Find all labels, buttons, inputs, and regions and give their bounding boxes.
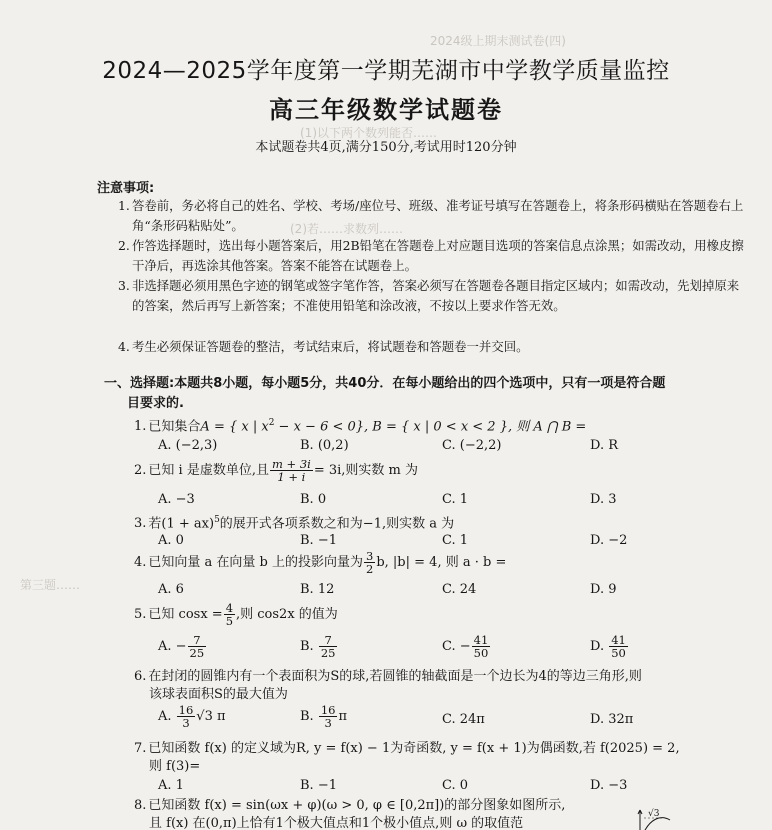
option-a: A. (−2,3) [158,438,218,453]
option-c: C. 24π [442,712,485,727]
option-b: B. 0 [300,492,327,507]
option-a: A. 1 [158,778,184,793]
question-6 [134,668,754,704]
question-2 [134,458,754,483]
question-3 [134,511,754,533]
notice-item-number: 4. [118,339,130,354]
option-tail: π [338,709,348,724]
question-text: 的展开式各项系数之和为−1,则实数 a 为 [219,516,455,532]
option-d [590,634,629,659]
fraction-denominator: 50 [611,646,626,660]
bleed-text: 2024级上期末测试卷(四) [430,34,566,48]
question-number: 4. [134,555,147,570]
notice-item [118,276,744,316]
section-heading [104,374,754,414]
notice-heading: 注意事项: [97,181,155,196]
option-c [442,634,491,659]
option-b: B. −1 [300,533,337,548]
notice-item-text: 考生必须保证答题卷的整洁，考试结束后，将试题卷和答题卷一并交回。 [132,339,529,354]
option-label: B. [300,709,318,724]
option-b: B. (0,2) [300,438,349,453]
question-math-sup: 5 [214,515,220,525]
fraction [177,704,196,729]
option-label: A. − [158,639,187,654]
fraction-denominator: 25 [320,646,336,660]
question-text: 已知集合 [148,419,201,435]
question-number: 1. [134,419,147,435]
notice-item-number: 3. [118,278,130,293]
function-graph-icon [630,806,710,830]
option-c: C. 1 [442,492,469,507]
fraction [319,704,338,729]
question-1-options [158,438,758,460]
option-label: B. [300,639,318,654]
fraction-numerator: 3 [366,549,374,563]
question-5 [134,602,754,627]
fraction-denominator: 3 [182,716,190,730]
fraction-denominator: 1 + i [277,470,306,484]
question-text: 已知 cosx = [148,607,223,622]
question-6-options [158,704,758,734]
question-number: 8. [134,798,147,813]
option-b [300,704,347,729]
fraction-numerator: m + 3i [271,457,311,471]
question-number: 3. [134,516,147,532]
fraction-numerator: 7 [319,634,338,647]
fraction-numerator: 41 [473,633,489,647]
section-heading-line: 目要求的. [127,396,184,411]
question-text: = 3i,则实数 m 为 [313,463,419,478]
question-text: 已知向量 a 在向量 b 上的投影向量为 [148,555,364,570]
fraction [270,458,313,483]
question-text: 已知函数 f(x) = sin(ωx + φ)(ω > 0, φ ∈ [0,2π])的部分图象如图所示, [148,798,566,813]
fraction-denominator: 2 [366,562,374,576]
question-math: − x − 6 < 0}, B = { x | 0 < x < 2 }, 则 A ⋂ B = [274,419,587,435]
fraction-denominator: 5 [225,614,234,628]
fraction [472,634,491,659]
option-c: C. 1 [442,533,469,548]
question-5-options [158,634,758,664]
fraction-numerator: 16 [320,703,336,717]
notice-item-text: 非选择题必须用黑色字迹的钢笔或签字笔作答，答案必须写在答题卷各题目指定区域内；如需改动，先划掉原来的答案，然后再写上新答案；不准使用铅笔和涂改液，不按以上要求作答无效。 [132,278,740,313]
question-text: b, |b| = 4, 则 a · b = [376,555,507,570]
fraction-numerator: 7 [188,634,207,647]
option-c: C. 24 [442,582,477,597]
option-a [158,704,226,729]
option-b: B. −1 [300,778,337,793]
notice-item [118,337,744,357]
option-a: A. −3 [158,492,195,507]
question-text: ,则 cos2x 的值为 [236,607,338,622]
fraction-numerator: 41 [611,633,626,647]
question-text: 则 f(3)= [149,759,201,774]
question-number: 5. [134,607,147,622]
option-d: D. −2 [590,533,628,548]
option-c: C. (−2,2) [442,438,502,453]
option-a [158,634,207,659]
question-text: 该球表面积S的最大值为 [149,687,288,702]
fraction [319,634,338,659]
option-d: D. R [590,438,619,453]
question-7 [134,740,754,776]
fraction [609,634,628,659]
question-text: 已知 i 是虚数单位,且 [148,463,269,478]
notice-item-text: 作答选择题时，选出每小题答案后，用2B铅笔在答题卷上对应题目选项的答案信息点涂黑；如需改动，用橡皮擦干净后，再选涂其他答案。答案不能答在试题卷上。 [132,238,744,273]
question-4 [134,550,754,575]
question-number: 7. [134,741,147,756]
option-b: B. 12 [300,582,335,597]
option-d: D. −3 [590,778,628,793]
option-a: A. 6 [158,582,184,597]
option-d: D. 3 [590,492,617,507]
fraction [224,602,235,627]
notice-item [118,236,744,276]
exam-info: 本试题卷共4页,满分150分,考试用时120分钟 [255,140,517,155]
graph-curve [644,818,670,830]
exam-title: 2024—2025学年度第一学期芜湖市中学教学质量监控 [102,58,670,84]
fraction-denominator: 3 [324,716,332,730]
fraction-denominator: 50 [473,646,489,660]
question-text: 已知函数 f(x) 的定义域为R, y = f(x) − 1为奇函数, y = f(x + 1)为偶函数,若 f(2025) = 2, [148,741,680,756]
option-label: C. − [442,639,471,654]
option-label: A. [158,709,176,724]
option-d: D. 9 [590,582,617,597]
fraction-numerator: 4 [225,601,234,615]
option-b [300,634,338,659]
fraction-numerator: 16 [178,703,194,717]
fraction [188,634,207,659]
option-d: D. 32π [590,712,634,727]
notice-item-text: 答卷前，务必将自己的姓名、学校、考场/座位号、班级、准考证号填写在答题卷上，将条形码横贴在答题卷右上角“条形码粘贴处”。 [132,198,744,233]
option-c: C. 0 [442,778,469,793]
bleed-text: (2)若……求数列…… [290,222,403,236]
option-a: A. 0 [158,533,184,548]
question-number: 6. [134,669,147,684]
notice-item-number: 2. [118,238,130,253]
bleed-text: 第三题…… [20,578,81,592]
question-number: 2. [134,463,147,478]
bleed-text: (1)以下两个数列能否…… [300,126,437,140]
option-tail: √3 π [196,709,226,724]
fraction [364,550,375,575]
notice-item-number: 1. [118,198,130,213]
exam-subject-title: 高三年级数学试题卷 [269,96,503,124]
question-text: 若(1 + ax) [148,516,215,532]
question-text: 且 f(x) 在(0,π)上恰有1个极大值点和1个极小值点,则 ω 的取值范 [149,816,524,830]
graph-label: √3 [648,809,660,819]
question-4-options [158,582,758,604]
question-math-sup: 2 [268,418,275,428]
question-text: 在封闭的圆锥内有一个表面积为S的球,若圆锥的轴截面是一个边长为4的等边三角形,则 [148,669,642,684]
section-heading-line: 一、选择题:本题共8小题，每小题5分，共40分．在每小题给出的四个选项中，只有一项是符合题 [104,376,666,391]
question-math: A = { x | x [200,419,269,435]
option-label: D. [590,639,609,654]
notice-item [118,196,744,236]
fraction-denominator: 25 [189,646,205,660]
question-1 [134,414,754,436]
